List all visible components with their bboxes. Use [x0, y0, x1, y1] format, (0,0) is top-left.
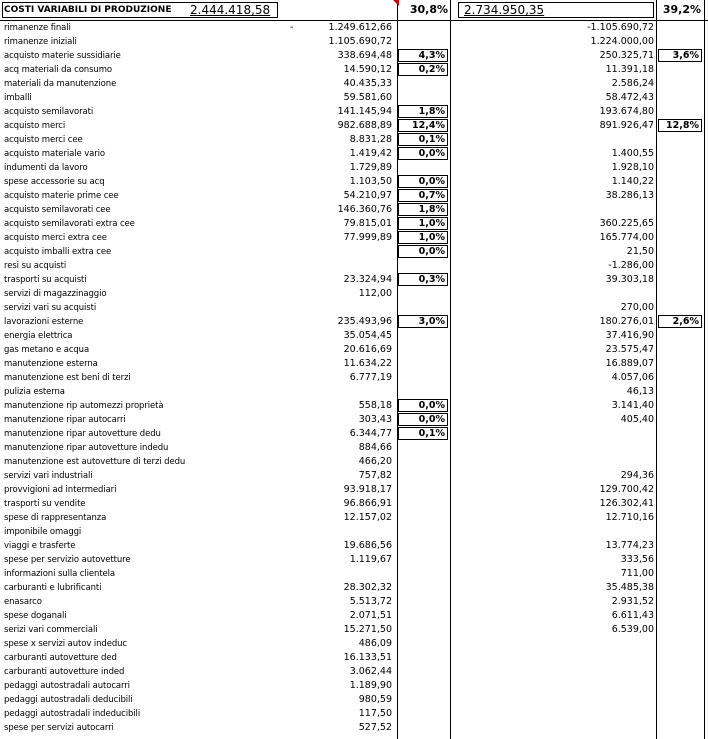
cost-label: acquisto materiale vario: [4, 149, 105, 159]
table-row: [0, 469, 708, 483]
percent-previous[interactable]: [658, 623, 702, 636]
table-row: [0, 399, 708, 413]
cost-label: acq materiali da consumo: [4, 65, 112, 75]
percent-current[interactable]: [398, 651, 448, 664]
value-current[interactable]: 8.831,28: [349, 134, 392, 145]
value-previous[interactable]: 126.302,41: [599, 498, 654, 509]
cost-label: manutenzione est autovetture di terzi dedu: [4, 457, 186, 467]
cost-label: spese per servizio autovetture: [4, 555, 131, 565]
value-previous[interactable]: 405,40: [620, 414, 654, 425]
table-row: [0, 497, 708, 511]
table-row: [0, 707, 708, 721]
value-current[interactable]: 146.360,76: [337, 204, 392, 215]
value-current[interactable]: 5.513,72: [349, 596, 392, 607]
percent-previous[interactable]: [658, 469, 702, 482]
table-row: [0, 511, 708, 525]
percent-current[interactable]: 1,0%: [398, 231, 448, 244]
percent-current[interactable]: [398, 455, 448, 468]
percent-previous[interactable]: [658, 553, 702, 566]
cost-label: energia elettrica: [4, 331, 73, 341]
value-current[interactable]: 19.686,56: [343, 540, 392, 551]
value-current[interactable]: 1.419,42: [349, 148, 392, 159]
table-row: [0, 609, 708, 623]
percent-previous[interactable]: [658, 189, 702, 202]
percent-current[interactable]: 1,0%: [398, 217, 448, 230]
total-previous[interactable]: 2.734.950,35: [464, 3, 545, 17]
value-current[interactable]: 23.324,94: [343, 274, 392, 285]
percent-current[interactable]: [398, 679, 448, 692]
value-current[interactable]: 980,59: [358, 694, 392, 705]
table-row: [0, 63, 708, 77]
value-current[interactable]: 16.133,51: [343, 652, 392, 663]
percent-previous[interactable]: [658, 413, 702, 426]
percent-previous[interactable]: [658, 399, 702, 412]
value-previous[interactable]: -1.105.690,72: [587, 22, 654, 33]
value-current[interactable]: 1.119,67: [349, 554, 392, 565]
value-previous[interactable]: 193.674,80: [599, 106, 654, 117]
section-title: COSTI VARIABILI DI PRODUZIONE: [4, 5, 172, 15]
percent-current[interactable]: [398, 329, 448, 342]
percent-current[interactable]: [398, 35, 448, 48]
percent-previous[interactable]: [658, 497, 702, 510]
value-previous[interactable]: 21,50: [626, 246, 654, 257]
cost-label: acquisto semilavorati cee: [4, 205, 111, 215]
cost-label: servizi vari su acquisti: [4, 303, 97, 313]
cost-label: spese x servizi autov indeduc: [4, 639, 128, 649]
table-row: [0, 77, 708, 91]
percent-previous[interactable]: [658, 525, 702, 538]
value-previous[interactable]: 39.303,18: [605, 274, 654, 285]
value-previous[interactable]: 270,00: [620, 302, 654, 313]
value-previous[interactable]: 129.700,42: [599, 484, 654, 495]
value-previous[interactable]: 35.485,38: [605, 582, 654, 593]
sign-marker: -: [290, 22, 294, 33]
table-row: [0, 259, 708, 273]
percent-current[interactable]: [398, 539, 448, 552]
table-row: [0, 91, 708, 105]
cost-label: trasporti su vendite: [4, 499, 86, 509]
value-previous[interactable]: 12.710,16: [605, 512, 654, 523]
value-previous[interactable]: 4.057,06: [611, 372, 654, 383]
cost-label: manutenzione ripar autovetture indedu: [4, 443, 169, 453]
percent-current[interactable]: [398, 259, 448, 272]
value-current[interactable]: 486,09: [358, 638, 392, 649]
value-current[interactable]: 1.103,50: [349, 176, 392, 187]
table-row: [0, 231, 708, 245]
value-current[interactable]: 6.777,19: [349, 372, 392, 383]
table-row: [0, 665, 708, 679]
percent-previous[interactable]: [658, 721, 702, 734]
percent-previous[interactable]: [658, 427, 702, 440]
percent-previous[interactable]: [658, 343, 702, 356]
value-current[interactable]: 6.344,77: [349, 428, 392, 439]
table-row: [0, 483, 708, 497]
table-row: [0, 455, 708, 469]
percent-current[interactable]: [398, 721, 448, 734]
percent-current[interactable]: [398, 441, 448, 454]
percent-previous[interactable]: [658, 707, 702, 720]
percent-previous[interactable]: [658, 161, 702, 174]
value-current[interactable]: 338.694,48: [337, 50, 392, 61]
percent-current[interactable]: [398, 511, 448, 524]
percent-previous[interactable]: [658, 539, 702, 552]
percent-current[interactable]: 0,7%: [398, 189, 448, 202]
value-previous[interactable]: 3.141,40: [611, 400, 654, 411]
value-current[interactable]: 96.866,91: [343, 498, 392, 509]
value-current[interactable]: 15.271,50: [343, 624, 392, 635]
table-row: [0, 217, 708, 231]
value-previous[interactable]: 180.276,01: [599, 316, 654, 327]
value-current[interactable]: 558,18: [358, 400, 392, 411]
value-previous[interactable]: 6.611,43: [611, 610, 654, 621]
table-row: [0, 301, 708, 315]
value-previous[interactable]: 46,13: [626, 386, 654, 397]
cost-label: servizi vari industriali: [4, 471, 93, 481]
value-previous[interactable]: 13.774,23: [605, 540, 654, 551]
percent-current[interactable]: 0,0%: [398, 413, 448, 426]
value-previous[interactable]: 294,36: [620, 470, 654, 481]
percent-previous[interactable]: [658, 273, 702, 286]
percent-current[interactable]: [398, 525, 448, 538]
percent-previous[interactable]: [658, 609, 702, 622]
value-current[interactable]: 11.634,22: [343, 358, 392, 369]
cost-label: spese di rappresentanza: [4, 513, 107, 523]
cost-label: provvigioni ad intermediari: [4, 485, 117, 495]
cost-label: carburanti autovetture ded: [4, 653, 117, 663]
value-current[interactable]: 141.145,94: [337, 106, 392, 117]
percent-previous[interactable]: [658, 203, 702, 216]
value-current[interactable]: 112,00: [358, 288, 392, 299]
value-current[interactable]: 466,20: [358, 456, 392, 467]
cost-label: spese per servizi autocarri: [4, 723, 114, 733]
value-current[interactable]: 884,66: [358, 442, 392, 453]
percent-current[interactable]: 0,0%: [398, 175, 448, 188]
percent-current[interactable]: [398, 301, 448, 314]
percent-previous[interactable]: [658, 301, 702, 314]
percent-current[interactable]: [398, 483, 448, 496]
value-previous[interactable]: 1.224.000,00: [590, 36, 654, 47]
percent-current[interactable]: [398, 595, 448, 608]
table-row: [0, 679, 708, 693]
table-row: [0, 329, 708, 343]
percent-current[interactable]: [398, 665, 448, 678]
percent-current[interactable]: 0,2%: [398, 63, 448, 76]
cost-label: acquisto materie sussidiarie: [4, 51, 121, 61]
value-current[interactable]: 757,82: [358, 470, 392, 481]
percent-previous[interactable]: [658, 665, 702, 678]
value-current[interactable]: 3.062,44: [349, 666, 392, 677]
value-previous[interactable]: 1.400,55: [611, 148, 654, 159]
percent-current[interactable]: 30,8%: [409, 3, 448, 16]
table-row: [0, 357, 708, 371]
percent-previous[interactable]: [658, 357, 702, 370]
cost-label: acquisto imballi extra cee: [4, 247, 112, 257]
table-row: [0, 595, 708, 609]
value-current[interactable]: 117,50: [358, 708, 392, 719]
percent-previous[interactable]: [658, 175, 702, 188]
cost-label: informazioni sulla clientela: [4, 569, 116, 579]
value-current[interactable]: 1.105.690,72: [328, 36, 392, 47]
cost-label: servizi di magazzinaggio: [4, 289, 107, 299]
percent-previous[interactable]: [658, 287, 702, 300]
percent-previous[interactable]: [658, 441, 702, 454]
percent-previous[interactable]: [658, 91, 702, 104]
percent-current[interactable]: [398, 385, 448, 398]
total-current[interactable]: 2.444.418,58: [190, 3, 271, 17]
percent-current[interactable]: [398, 637, 448, 650]
table-row: [0, 385, 708, 399]
percent-previous[interactable]: [658, 35, 702, 48]
percent-current[interactable]: [398, 343, 448, 356]
cost-label: manutenzione esterna: [4, 359, 98, 369]
cost-label: indumenti da lavoro: [4, 163, 88, 173]
cost-label: gas metano e acqua: [4, 345, 90, 355]
percent-current[interactable]: 0,1%: [398, 133, 448, 146]
percent-current[interactable]: [398, 497, 448, 510]
percent-previous[interactable]: 2,6%: [658, 315, 702, 328]
table-row: [0, 637, 708, 651]
table-row: [0, 315, 708, 329]
percent-current[interactable]: [398, 21, 448, 34]
value-current[interactable]: 59.581,60: [343, 92, 392, 103]
value-current[interactable]: 77.999,89: [343, 232, 392, 243]
value-previous[interactable]: 38.286,13: [605, 190, 654, 201]
table-row: [0, 721, 708, 735]
percent-previous[interactable]: [658, 259, 702, 272]
value-previous[interactable]: 58.472,43: [605, 92, 654, 103]
percent-previous[interactable]: [658, 147, 702, 160]
value-current[interactable]: 1.729,89: [349, 162, 392, 173]
percent-current[interactable]: [398, 609, 448, 622]
percent-previous[interactable]: [658, 329, 702, 342]
value-current[interactable]: 93.918,17: [343, 484, 392, 495]
percent-previous[interactable]: [658, 63, 702, 76]
percent-current[interactable]: [398, 161, 448, 174]
value-previous[interactable]: 891.926,47: [599, 120, 654, 131]
percent-previous[interactable]: [658, 371, 702, 384]
percent-previous[interactable]: [658, 217, 702, 230]
percent-previous[interactable]: [658, 637, 702, 650]
cost-label: spese accessorie su acq: [4, 177, 105, 187]
value-previous[interactable]: 250.325,71: [599, 50, 654, 61]
percent-current[interactable]: [398, 693, 448, 706]
value-previous[interactable]: 2.931,52: [611, 596, 654, 607]
table-row: [0, 245, 708, 259]
table-row: [0, 147, 708, 161]
table-row: [0, 623, 708, 637]
cost-label: materiali da manutenzione: [4, 79, 117, 89]
percent-current[interactable]: 0,3%: [398, 273, 448, 286]
cost-label: manutenzione rip automezzi proprietà: [4, 401, 164, 411]
table-row: [0, 287, 708, 301]
table-row: [0, 49, 708, 63]
value-previous[interactable]: 11.391,18: [605, 64, 654, 75]
value-previous[interactable]: 23.575,47: [605, 344, 654, 355]
percent-current[interactable]: [398, 567, 448, 580]
table-row: [0, 119, 708, 133]
comment-marker: [393, 0, 399, 6]
value-previous[interactable]: 37.416,90: [605, 330, 654, 341]
percent-previous[interactable]: [658, 567, 702, 580]
value-current[interactable]: 303,43: [358, 414, 392, 425]
table-row: [0, 413, 708, 427]
value-current[interactable]: 12.157,02: [343, 512, 392, 523]
table-row: [0, 651, 708, 665]
value-current[interactable]: 14.590,12: [343, 64, 392, 75]
value-previous[interactable]: 2.586,24: [611, 78, 654, 89]
percent-current[interactable]: 1,8%: [398, 203, 448, 216]
table-row: [0, 133, 708, 147]
cost-label: acquisto semilavorati: [4, 107, 94, 117]
table-row: [0, 175, 708, 189]
cost-label: manutenzione ripar autovetture dedu: [4, 429, 161, 439]
table-row: [0, 161, 708, 175]
percent-previous[interactable]: 3,6%: [658, 49, 702, 62]
percent-previous[interactable]: [658, 385, 702, 398]
value-current[interactable]: 1.249.612,66: [328, 22, 392, 33]
percent-current[interactable]: [398, 623, 448, 636]
percent-previous[interactable]: [658, 245, 702, 258]
percent-current[interactable]: 0,0%: [398, 399, 448, 412]
percent-previous[interactable]: [658, 693, 702, 706]
percent-previous[interactable]: [658, 679, 702, 692]
cost-label: acquisto merci extra cee: [4, 233, 107, 243]
table-row: [0, 553, 708, 567]
cost-label: pedaggi autostradali deducibili: [4, 695, 133, 705]
cost-label: spese doganali: [4, 611, 67, 621]
cost-label: resi su acquisti: [4, 261, 67, 271]
percent-previous[interactable]: [658, 581, 702, 594]
cost-label: viaggi e trasferte: [4, 541, 76, 551]
value-previous[interactable]: 1.140,22: [611, 176, 654, 187]
value-current[interactable]: 527,52: [358, 722, 392, 733]
cost-label: acquisto merci: [4, 121, 66, 131]
table-row: [0, 189, 708, 203]
percent-previous[interactable]: [658, 511, 702, 524]
table-row: [0, 525, 708, 539]
percent-current[interactable]: [398, 287, 448, 300]
percent-current[interactable]: [398, 581, 448, 594]
cost-label: pedaggi autostradali indeducibili: [4, 709, 141, 719]
table-row: [0, 567, 708, 581]
percent-current[interactable]: [398, 371, 448, 384]
value-current[interactable]: 235.493,96: [337, 316, 392, 327]
value-previous[interactable]: 1.928,10: [611, 162, 654, 173]
table-row: [0, 343, 708, 357]
percent-current[interactable]: 3,0%: [398, 315, 448, 328]
value-current[interactable]: 1.189,90: [349, 680, 392, 691]
percent-previous[interactable]: [658, 231, 702, 244]
table-row: [0, 371, 708, 385]
percent-previous[interactable]: [658, 455, 702, 468]
table-row: [0, 693, 708, 707]
table-row: [0, 203, 708, 217]
cost-label: carburanti e lubrificanti: [4, 583, 102, 593]
cost-label: carburanti autovetture inded: [4, 667, 125, 677]
percent-current[interactable]: 1,8%: [398, 105, 448, 118]
percent-previous[interactable]: [658, 483, 702, 496]
cost-label: manutenzione est beni di terzi: [4, 373, 131, 383]
cost-label: acquisto semilavorati extra cee: [4, 219, 135, 229]
value-current[interactable]: 28.302,32: [343, 582, 392, 593]
percent-current[interactable]: 4,3%: [398, 49, 448, 62]
cost-label: manutenzione ripar autocarri: [4, 415, 126, 425]
value-current[interactable]: 2.071,51: [349, 610, 392, 621]
percent-previous[interactable]: [658, 651, 702, 664]
table-row: [0, 539, 708, 553]
cost-label: serizi vari commerciali: [4, 625, 98, 635]
percent-current[interactable]: 12,4%: [398, 119, 448, 132]
value-current[interactable]: 79.815,01: [343, 218, 392, 229]
value-previous[interactable]: 333,56: [620, 554, 654, 565]
percent-current[interactable]: 0,0%: [398, 147, 448, 160]
value-previous[interactable]: 711,00: [620, 568, 654, 579]
table-row: [0, 427, 708, 441]
percent-previous[interactable]: [658, 21, 702, 34]
percent-current[interactable]: [398, 469, 448, 482]
percent-current[interactable]: [398, 707, 448, 720]
cost-label: acquisto merci cee: [4, 135, 83, 145]
table-row: [0, 21, 708, 35]
table-row: [0, 273, 708, 287]
value-previous[interactable]: -1.286,00: [608, 260, 654, 271]
value-current[interactable]: 35.054,45: [343, 330, 392, 341]
cost-label: lavorazioni esterne: [4, 317, 84, 327]
percent-current[interactable]: [398, 553, 448, 566]
header-row: [0, 0, 708, 21]
table-row: [0, 105, 708, 119]
percent-current[interactable]: 0,1%: [398, 427, 448, 440]
value-current[interactable]: 20.616,69: [343, 344, 392, 355]
value-previous[interactable]: 16.889,07: [605, 358, 654, 369]
value-current[interactable]: 40.435,33: [343, 78, 392, 89]
cost-label: enasarco: [4, 597, 42, 607]
percent-previous[interactable]: [658, 105, 702, 118]
percent-previous[interactable]: [658, 77, 702, 90]
cost-label: imponibile omaggi: [4, 527, 82, 537]
cost-label: acquisto materie prime cee: [4, 191, 119, 201]
table-row: [0, 581, 708, 595]
percent-previous[interactable]: 12,8%: [658, 119, 702, 132]
value-current[interactable]: 54.210,97: [343, 190, 392, 201]
percent-previous[interactable]: [658, 133, 702, 146]
table-row: [0, 441, 708, 455]
cost-label: rimanenze finali: [4, 23, 71, 33]
cost-label: rimanenze iniziali: [4, 37, 77, 47]
cost-label: pulizia esterna: [4, 387, 65, 397]
cost-label: trasporti su acquisti: [4, 275, 87, 285]
percent-current[interactable]: [398, 357, 448, 370]
value-previous[interactable]: 165.774,00: [599, 232, 654, 243]
value-previous[interactable]: 360.225,65: [599, 218, 654, 229]
percent-previous[interactable]: 39,2%: [662, 3, 701, 16]
table-row: [0, 35, 708, 49]
percent-current[interactable]: 0,0%: [398, 245, 448, 258]
percent-current[interactable]: [398, 91, 448, 104]
value-previous[interactable]: 6.539,00: [611, 624, 654, 635]
value-current[interactable]: 982.688,89: [337, 120, 392, 131]
cost-label: pedaggi autostradali autocarri: [4, 681, 130, 691]
percent-previous[interactable]: [658, 595, 702, 608]
cost-label: imballi: [4, 93, 32, 103]
percent-current[interactable]: [398, 77, 448, 90]
